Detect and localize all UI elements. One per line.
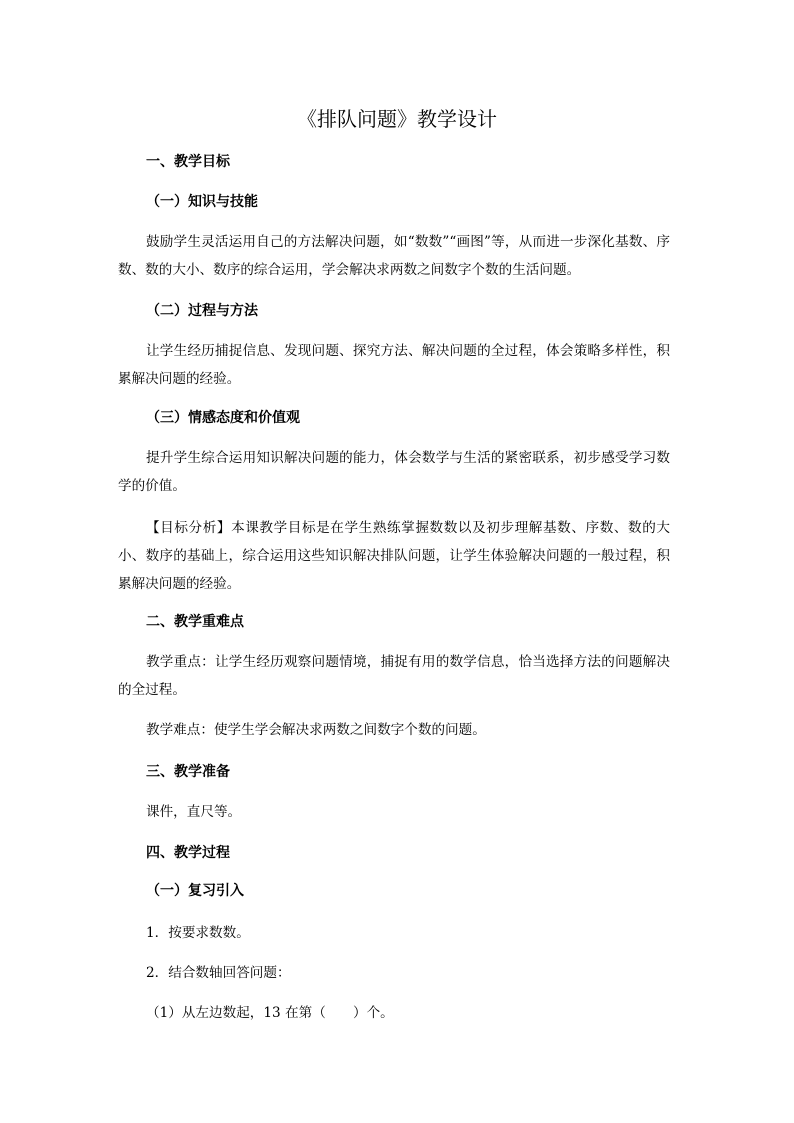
document-title: 《排队问题》教学设计 [297,107,497,131]
subheading-process-method: （二）过程与方法 [146,303,258,319]
section-heading-preparation: 三、教学准备 [146,764,230,780]
list-item-count: 1．按要求数数。 [146,925,250,941]
subheading-knowledge-skills: （一）知识与技能 [146,194,258,210]
subheading-review-intro: （一）复习引入 [146,883,244,899]
paragraph-knowledge-skills: 鼓励学生灵活运用自己的方法解决问题，如“数数”“画图”等，从而进一步深化基数、序数、数的大小、数序的综合运用，学会解决求两数之间数字个数的生活问题。 [118,234,670,278]
paragraph-difficult-point: 教学难点：使学生学会解决求两数之间数字个数的问题。 [146,722,486,738]
paragraph-preparation: 课件，直尺等。 [146,804,242,820]
paragraph-goal-analysis: 【目标分析】本课教学目标是在学生熟练掌握数数以及初步理解基数、序数、数的大小、数序的基础上，综合运用这些知识解决排队问题，让学生体验解决问题的一般过程，积累解决问题的经验。 [118,520,670,592]
list-item-question-1: （1）从左边数起，13 在第（ ）个。 [146,1005,394,1021]
paragraph-key-point: 教学重点：让学生经历观察问题情境，捕捉有用的数学信息，恰当选择方法的问题解决的全过程。 [118,654,670,698]
subheading-attitude-values: （三）情感态度和价值观 [146,410,300,426]
section-heading-goals: 一、教学目标 [146,154,230,170]
list-item-number-line: 2．结合数轴回答问题： [146,965,291,981]
section-heading-process: 四、教学过程 [146,845,230,861]
paragraph-attitude-values: 提升学生综合运用知识解决问题的能力，体会数学与生活的紧密联系，初步感受学习数学的价值。 [118,450,670,494]
section-heading-key-difficult: 二、教学重难点 [146,614,244,630]
paragraph-process-method: 让学生经历捕捉信息、发现问题、探究方法、解决问题的全过程，体会策略多样性，积累解决问题的经验。 [118,343,670,387]
